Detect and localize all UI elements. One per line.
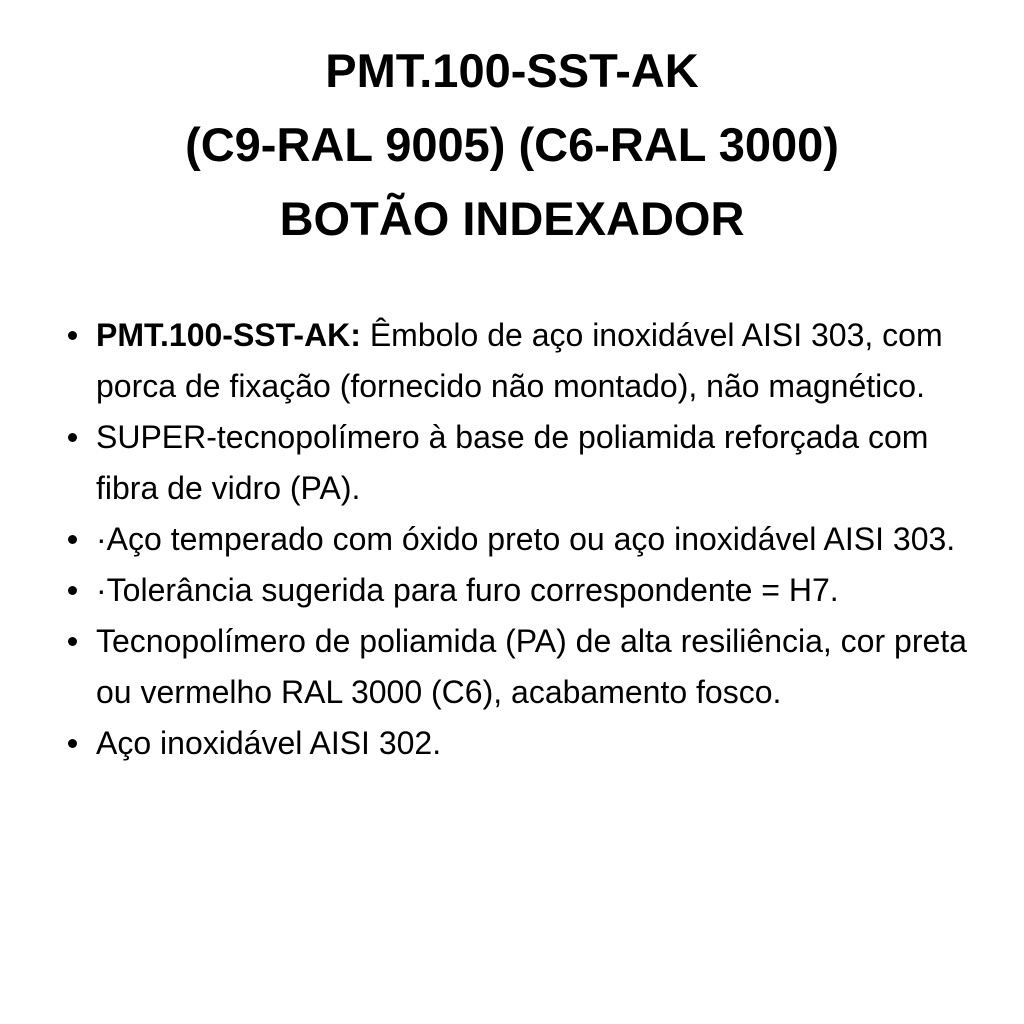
spec-list bbox=[96, 310, 986, 769]
product-name: BOTÃO INDEXADOR bbox=[279, 192, 745, 245]
spec-item-text: ·Tolerância sugerida para furo correspondente = H7. bbox=[96, 572, 839, 608]
spec-item-super-technopolymer bbox=[96, 412, 986, 514]
bullet-icon bbox=[68, 331, 77, 340]
bullet-icon bbox=[68, 586, 77, 595]
spec-item-plunger bbox=[96, 310, 986, 412]
spec-item-text: Êmbolo de aço inoxidável AISI 303, com porca de fixação (fornecido não montado), não magnético. bbox=[96, 317, 943, 404]
spec-item-technopolymer-knob bbox=[96, 616, 986, 718]
spec-item-text: Tecnopolímero de poliamida (PA) de alta resiliência, cor preta ou vermelho RAL 3000 (C6), acabamento fosco. bbox=[96, 623, 967, 710]
spec-item-tolerance bbox=[96, 565, 986, 616]
product-title bbox=[0, 34, 1024, 256]
spec-item-text: ·Aço temperado com óxido preto ou aço inoxidável AISI 303. bbox=[96, 521, 956, 557]
product-code-title: PMT.100-SST-AK bbox=[325, 44, 699, 97]
spec-item-hardened-steel bbox=[96, 514, 986, 565]
bullet-icon bbox=[68, 637, 77, 646]
spec-item-text: SUPER-tecnopolímero à base de poliamida reforçada com fibra de vidro (PA). bbox=[96, 419, 929, 506]
bullet-icon bbox=[68, 433, 77, 442]
spec-item-label: PMT.100-SST-AK: bbox=[96, 317, 361, 353]
bullet-icon bbox=[68, 739, 77, 748]
product-color-codes: (C9-RAL 9005) (C6-RAL 3000) bbox=[185, 118, 839, 171]
spec-item-text: Aço inoxidável AISI 302. bbox=[96, 725, 442, 761]
bullet-icon bbox=[68, 535, 77, 544]
spec-item-stainless-spring bbox=[96, 718, 986, 769]
